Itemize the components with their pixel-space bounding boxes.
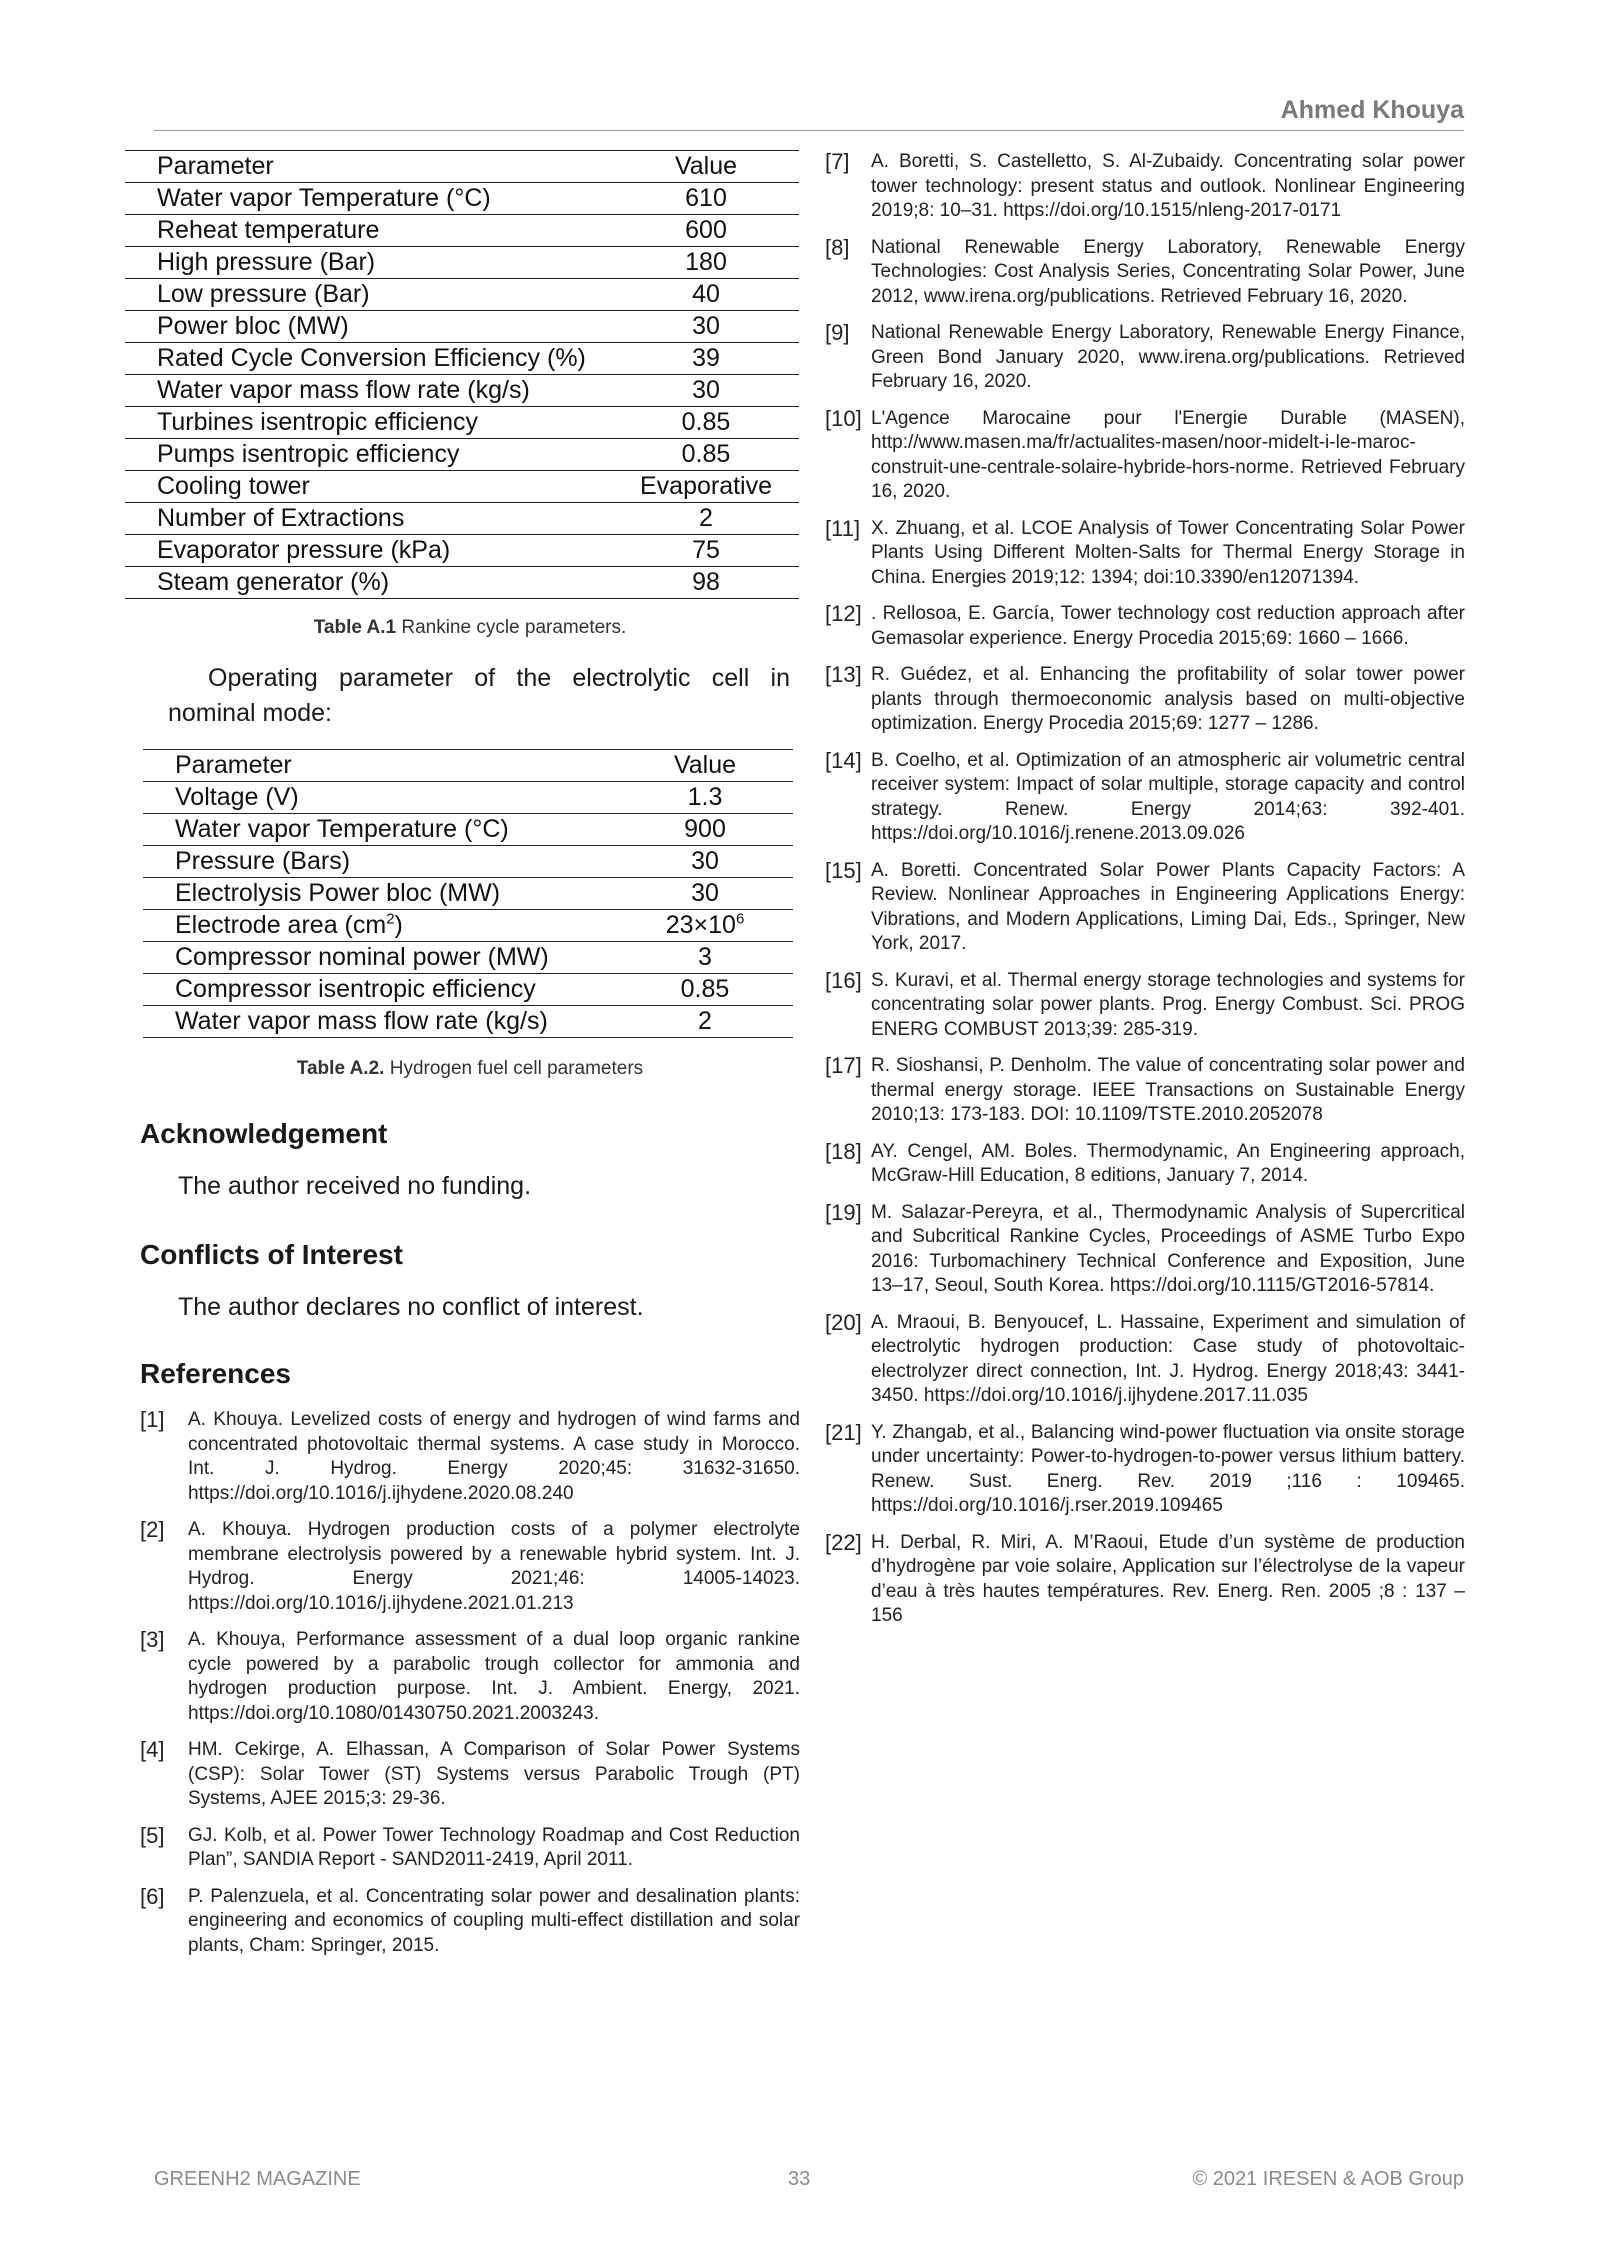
reference-number: [1] <box>140 1407 165 1432</box>
parameter-text-end: ) <box>394 911 403 939</box>
reference-number: [15] <box>825 857 862 883</box>
reference-number: [20] <box>825 1309 862 1335</box>
value-text: 0.85 <box>680 975 730 1003</box>
parameter-text: Compressor isentropic efficiency <box>175 975 536 1003</box>
reference-text: National Renewable Energy Laboratory, Renewable Energy Technologies: Cost Analysis Series, Concentrating Solar Power, June 2012, www.irena.org/publications. Retrieved February 16, 2020. <box>871 236 1465 307</box>
reference-item <box>825 749 1465 847</box>
reference-number: [12] <box>825 601 862 626</box>
table-row <box>125 471 799 503</box>
reference-number: [3] <box>140 1627 165 1652</box>
value-cell <box>613 183 799 215</box>
references-list-right <box>825 150 1465 1629</box>
footer-magazine: GREENH2 MAGAZINE <box>154 2168 361 2190</box>
reference-number: [7] <box>825 149 850 174</box>
value-cell <box>613 311 799 343</box>
value-text: 900 <box>684 815 726 843</box>
table-header-row <box>125 151 799 183</box>
reference-item <box>825 407 1465 505</box>
reference-item <box>825 236 1465 310</box>
table-row <box>125 215 799 247</box>
parameter-cell <box>125 407 613 439</box>
value-text: 39 <box>692 344 720 372</box>
table-row <box>143 814 793 846</box>
parameter-text: Electrode area (cm <box>175 911 387 939</box>
parameter-cell <box>143 814 617 846</box>
table-row <box>143 974 793 1006</box>
footer-copyright: © 2021 IRESEN & AOB Group <box>1192 2168 1464 2190</box>
reference-item <box>825 663 1465 737</box>
value-text: 610 <box>685 184 727 212</box>
value-text: 1.3 <box>687 783 723 811</box>
value-text: 2 <box>698 1007 712 1035</box>
acknowledgement-heading: Acknowledgement <box>140 1118 388 1149</box>
value-cell <box>617 878 793 910</box>
parameter-text: Water vapor mass flow rate (kg/s) <box>157 376 530 404</box>
reference-text: X. Zhuang, et al. LCOE Analysis of Tower Concentrating Solar Power Plants Using Different Molten-Salts for Thermal Energy Storage in China. Energies 2019;12: 1394; doi:10.3390/en12071394. <box>871 517 1465 588</box>
value-cell <box>617 942 793 974</box>
parameter-cell <box>125 183 613 215</box>
reference-text: A. Khouya. Levelized costs of energy and hydrogen of wind farms and concentrated photovoltaic thermal systems. A case study in Morocco. Int. J. Hydrog. Energy 2020;45: 31632-31650. https://doi.org/10.1016/j.ijhydene.2020.08.240 <box>188 1409 800 1504</box>
reference-number: [9] <box>825 320 850 345</box>
value-text: 75 <box>692 536 720 564</box>
reference-text: A. Mraoui, B. Benyoucef, L. Hassaine, Experiment and simulation of electrolytic hydrogen production: Case study of photovoltaic-electrolyzer direct connection, Int. J. Hydrog. Energy 2018;43: 3441-3450. https://doi.org/10.1016/j.ijhydene.2017.11.035 <box>871 1311 1465 1406</box>
parameter-cell <box>143 846 617 878</box>
table-row <box>125 503 799 535</box>
parameter-cell <box>143 782 617 814</box>
reference-item <box>140 1628 800 1726</box>
parameter-cell <box>143 878 617 910</box>
parameter-text: High pressure (Bar) <box>157 248 376 276</box>
reference-text: R. Guédez, et al. Enhancing the profitability of solar tower power plants through thermoeconomic analysis based on multi-objective optimization. Energy Procedia 2015;69: 1277 – 1286. <box>871 664 1465 734</box>
value-text: 23×10 <box>665 911 736 939</box>
parameter-cell <box>125 439 613 471</box>
reference-text: A. Khouya, Performance assessment of a dual loop organic rankine cycle powered by a parabolic trough collector for ammonia and hydrogen production purpose. Int. J. Ambient. Energy, 2021. https://doi.org/10.1080/01430750.2021.2003243. <box>188 1629 800 1724</box>
reference-item <box>825 969 1465 1043</box>
table-row <box>125 279 799 311</box>
parameter-cell <box>125 567 613 599</box>
table-row <box>125 247 799 279</box>
parameter-cell <box>125 247 613 279</box>
table-row <box>125 311 799 343</box>
table-header-row <box>143 750 793 782</box>
parameter-cell <box>143 910 617 942</box>
reference-text: R. Sioshansi, P. Denholm. The value of concentrating solar power and thermal energy storage. IEEE Transactions on Sustainable Energy 2010;13: 173-183. DOI: 10.1109/TSTE.2010.2052078 <box>871 1055 1465 1125</box>
parameter-text: Water vapor Temperature (°C) <box>175 815 509 843</box>
table-a2-caption <box>140 1058 800 1080</box>
parameter-cell <box>143 1006 617 1038</box>
value-text: 2 <box>699 504 713 532</box>
value-cell <box>617 846 793 878</box>
value-text: Evaporative <box>639 472 773 500</box>
reference-item <box>825 1054 1465 1128</box>
header-rule <box>154 130 1464 131</box>
table-row <box>125 407 799 439</box>
table-row <box>125 567 799 599</box>
reference-text: HM. Cekirge, A. Elhassan, A Comparison of Solar Power Systems (CSP): Solar Tower (ST) Systems versus Parabolic Trough (PT) Systems, AJEE 2015;3: 29-36. <box>188 1739 800 1809</box>
table-a1-caption <box>140 617 800 639</box>
parameter-text: Compressor nominal power (MW) <box>175 943 549 971</box>
reference-number: [4] <box>140 1737 165 1762</box>
table-row <box>143 846 793 878</box>
reference-number: [5] <box>140 1822 165 1848</box>
table-row <box>143 942 793 974</box>
reference-text: GJ. Kolb, et al. Power Tower Technology Roadmap and Cost Reduction Plan”, SANDIA Report - SAND2011-2419, April 2011. <box>188 1824 800 1870</box>
column-header-parameter: Parameter <box>125 151 613 183</box>
table-row <box>143 878 793 910</box>
reference-text: Y. Zhangab, et al., Balancing wind-power fluctuation via onsite storage under uncertainty: Power-to-hydrogen-to-power versus lithium battery. Renew. Sust. Energ. Rev. 2019 ;116 : 109465. https://doi.org/10.1016/j.rser.2019.109465 <box>871 1421 1465 1516</box>
reference-number: [22] <box>825 1529 862 1555</box>
parameter-text: Low pressure (Bar) <box>157 280 370 308</box>
reference-number: [10] <box>825 405 862 431</box>
table-row <box>143 910 793 942</box>
parameter-cell <box>125 375 613 407</box>
right-column <box>825 150 1465 1641</box>
parameter-text: Water vapor mass flow rate (kg/s) <box>175 1007 548 1035</box>
value-cell <box>613 535 799 567</box>
reference-item <box>825 1531 1465 1629</box>
parameter-text: Pumps isentropic efficiency <box>157 440 460 468</box>
value-cell <box>617 814 793 846</box>
reference-number: [6] <box>140 1883 165 1909</box>
reference-item <box>825 602 1465 651</box>
table-a2-caption-label: Table A.2. <box>296 1058 385 1079</box>
table-row <box>125 439 799 471</box>
value-cell <box>613 215 799 247</box>
value-superscript: 6 <box>735 910 745 928</box>
reference-number: [2] <box>140 1517 165 1542</box>
value-text: 98 <box>692 568 720 596</box>
parameter-superscript: 2 <box>386 910 395 928</box>
column-header-parameter: Parameter <box>143 750 617 782</box>
parameter-text: Cooling tower <box>157 472 310 500</box>
conflicts-body: The author declares no conflict of interest. <box>178 1293 644 1321</box>
reference-number: [16] <box>825 967 862 993</box>
column-header-value: Value <box>613 151 799 183</box>
rankine-parameters-table <box>125 150 799 599</box>
parameter-text: Water vapor Temperature (°C) <box>157 184 491 212</box>
footer-page-number: 33 <box>788 2168 811 2190</box>
reference-item <box>140 1408 800 1506</box>
value-cell <box>613 567 799 599</box>
reference-number: [21] <box>825 1419 862 1445</box>
table-row <box>143 1006 793 1038</box>
value-text: 0.85 <box>681 440 731 468</box>
reference-text: P. Palenzuela, et al. Concentrating solar power and desalination plants: engineering and economics of coupling multi-effect distillation and solar plants, Cham: Springer, 2015. <box>188 1885 800 1956</box>
acknowledgement-body: The author received no funding. <box>178 1172 532 1200</box>
table-row <box>125 375 799 407</box>
reference-item <box>825 321 1465 395</box>
parameter-text: Rated Cycle Conversion Efficiency (%) <box>157 344 586 372</box>
parameter-text: Turbines isentropic efficiency <box>157 408 478 436</box>
parameter-cell <box>143 942 617 974</box>
parameter-cell <box>143 974 617 1006</box>
value-cell <box>613 343 799 375</box>
references-list-left <box>140 1408 800 1958</box>
value-cell <box>613 247 799 279</box>
reference-item <box>825 150 1465 224</box>
reference-text: . Rellosoa, E. García, Tower technology cost reduction approach after Gemasolar experience. Energy Procedia 2015;69: 1660 – 1666. <box>871 603 1465 649</box>
parameter-cell <box>125 311 613 343</box>
value-text: 30 <box>692 312 720 340</box>
table-row <box>125 343 799 375</box>
reference-item <box>825 859 1465 957</box>
reference-number: [8] <box>825 234 850 260</box>
table-row <box>143 782 793 814</box>
reference-item <box>140 1885 800 1959</box>
value-text: 180 <box>685 248 727 276</box>
value-text: 3 <box>698 943 712 971</box>
parameter-text: Reheat temperature <box>157 216 380 244</box>
parameter-text: Number of Extractions <box>157 504 405 532</box>
parameter-text: Electrolysis Power bloc (MW) <box>175 879 501 907</box>
value-text: 30 <box>691 879 719 907</box>
reference-number: [18] <box>825 1138 862 1164</box>
value-text: 600 <box>685 216 727 244</box>
parameter-text: Pressure (Bars) <box>175 847 351 875</box>
operating-parameter-paragraph: Operating parameter of the electrolytic cell in nominal mode: <box>168 664 790 727</box>
value-cell <box>613 471 799 503</box>
reference-text: M. Salazar-Pereyra, et al., Thermodynamic Analysis of Supercritical and Subcritical Rankine Cycles, Proceedings of ASME Turbo Expo 2016: Turbomachinery Technical Conference and Exposition, June 13–17, Seoul, South Korea. https://doi.org/10.1115/GT2016-57814. <box>871 1201 1465 1296</box>
parameter-cell <box>125 503 613 535</box>
reference-number: [13] <box>825 662 862 687</box>
parameter-text: Voltage (V) <box>175 783 299 811</box>
table-a1-caption-text: Rankine cycle parameters. <box>396 617 627 638</box>
value-cell <box>617 1006 793 1038</box>
reference-item <box>140 1518 800 1616</box>
parameter-cell <box>125 279 613 311</box>
reference-text: H. Derbal, R. Miri, A. M’Raoui, Etude d’un système de production d’hydrogène par voie solaire, Application sur l’électrolyse de la vapeur d’eau à très hautes températures. Rev. Energ. Ren. 2005 ;8 : 137 – 156 <box>871 1531 1465 1626</box>
conflicts-heading: Conflicts of Interest <box>140 1239 403 1270</box>
references-heading: References <box>140 1358 291 1389</box>
reference-item <box>825 1421 1465 1519</box>
reference-text: S. Kuravi, et al. Thermal energy storage technologies and systems for concentrating solar power plants. Prog. Energy Combust. Sci. PROG ENERG COMBUST 2013;39: 285-319. <box>871 969 1465 1040</box>
reference-number: [19] <box>825 1199 862 1225</box>
value-cell <box>613 439 799 471</box>
value-cell <box>617 782 793 814</box>
reference-text: A. Khouya. Hydrogen production costs of a polymer electrolyte membrane electrolysis powered by a renewable hybrid system. Int. J. Hydrog. Energy 2021;46: 14005-14023. https://doi.org/10.1016/j.ijhydene.2021.01.213 <box>188 1519 800 1614</box>
parameter-text: Steam generator (%) <box>157 568 390 596</box>
column-header-value: Value <box>617 750 793 782</box>
value-cell <box>613 375 799 407</box>
value-cell <box>613 279 799 311</box>
reference-item <box>825 1140 1465 1189</box>
reference-number: [17] <box>825 1053 862 1078</box>
table-row <box>125 183 799 215</box>
reference-text: L'Agence Marocaine pour l'Energie Durable (MASEN), http://www.masen.ma/fr/actualites-masen/noor-midelt-i-le-maroc-construit-une-centrale-solaire-hybride-hors-norme. Retrieved February 16, 2020. <box>871 407 1465 502</box>
table-a1-caption-label: Table A.1 <box>313 617 397 638</box>
reference-item <box>825 1201 1465 1299</box>
value-cell <box>617 974 793 1006</box>
reference-text: AY. Cengel, AM. Boles. Thermodynamic, An Engineering approach, McGraw-Hill Education, 8 editions, January 7, 2014. <box>871 1140 1465 1186</box>
parameter-cell <box>125 471 613 503</box>
reference-text: A. Boretti, S. Castelletto, S. Al-Zubaidy. Concentrating solar power tower technology: present status and outlook. Nonlinear Engineering 2019;8: 10–31. https://doi.org/10.1515/nleng-2017-0171 <box>871 151 1465 221</box>
reference-item <box>825 517 1465 591</box>
reference-text: B. Coelho, et al. Optimization of an atmospheric air volumetric central receiver system: Impact of solar multiple, storage capacity and control strategy. Renew. Energy 2014;63: 392-401. https://doi.org/10.1016/j.renene.2013.09.026 <box>871 749 1465 844</box>
table-a2-caption-text: Hydrogen fuel cell parameters <box>384 1058 644 1079</box>
value-cell <box>613 503 799 535</box>
reference-item <box>140 1824 800 1873</box>
value-text: 40 <box>692 280 720 308</box>
reference-text: A. Boretti. Concentrated Solar Power Plants Capacity Factors: A Review. Nonlinear Approaches in Engineering Applications Energy: Vibrations, and Modern Applications, Liming Dai, Eds., Springer, New York, 2017. <box>871 859 1465 954</box>
running-header-author: Ahmed Khouya <box>1280 96 1464 124</box>
value-cell <box>613 407 799 439</box>
parameter-text: Power bloc (MW) <box>157 312 349 340</box>
left-column <box>140 150 800 1970</box>
value-text: 30 <box>691 847 719 875</box>
parameter-cell <box>125 343 613 375</box>
value-cell <box>617 910 793 942</box>
electrolytic-cell-table <box>143 749 793 1038</box>
reference-text: National Renewable Energy Laboratory, Renewable Energy Finance, Green Bond January 2020, www.irena.org/publications. Retrieved February 16, 2020. <box>871 322 1465 392</box>
value-text: 30 <box>692 376 720 404</box>
reference-item <box>140 1738 800 1812</box>
reference-number: [14] <box>825 747 862 773</box>
reference-number: [11] <box>825 515 861 541</box>
parameter-cell <box>125 535 613 567</box>
parameter-cell <box>125 215 613 247</box>
reference-item <box>825 1311 1465 1409</box>
value-text: 0.85 <box>681 408 731 436</box>
parameter-text: Evaporator pressure (kPa) <box>157 536 451 564</box>
table-row <box>125 535 799 567</box>
